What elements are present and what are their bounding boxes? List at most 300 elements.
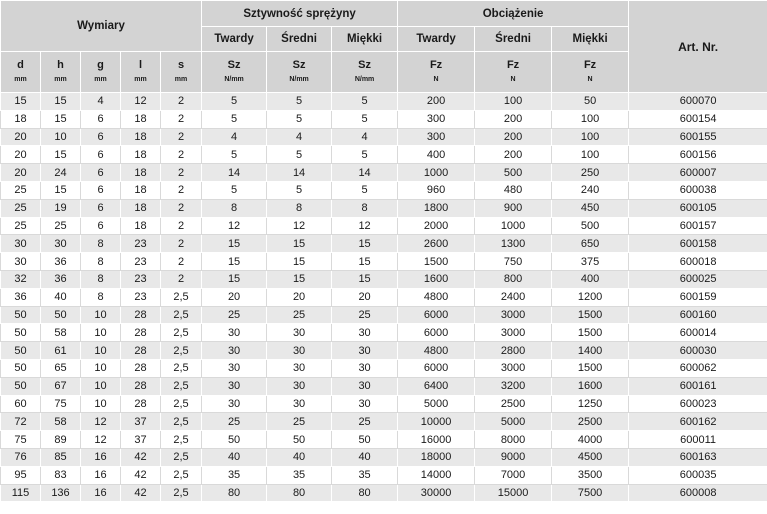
cell-h: 85 — [41, 448, 81, 466]
table-row — [1, 93, 767, 111]
cell-sz-soft: 4 — [332, 128, 398, 146]
cell-fz-hard: 1800 — [398, 199, 475, 217]
cell-fz-medium: 200 — [475, 128, 552, 146]
cell-fz-soft: 1500 — [552, 359, 629, 377]
table-row — [1, 181, 767, 199]
table-row — [1, 324, 767, 342]
cell-l: 18 — [121, 128, 161, 146]
column-symbol: Fz — [583, 58, 597, 71]
column-unit: N/mm — [224, 75, 244, 83]
header-col-g — [81, 52, 121, 93]
cell-s: 2 — [161, 235, 202, 253]
cell-fz-medium: 3000 — [475, 359, 552, 377]
cell-s: 2 — [161, 164, 202, 182]
cell-g: 10 — [81, 359, 121, 377]
header-stiffness-soft: Miękki — [332, 27, 398, 52]
column-symbol: Sz — [358, 58, 371, 71]
cell-fz-soft: 1500 — [552, 306, 629, 324]
cell-g: 10 — [81, 377, 121, 395]
cell-s: 2 — [161, 270, 202, 288]
cell-sz-hard: 4 — [202, 128, 267, 146]
cell-fz-hard: 6000 — [398, 324, 475, 342]
cell-d: 72 — [1, 413, 41, 431]
header-col-d — [1, 52, 41, 93]
cell-h: 15 — [41, 110, 81, 128]
cell-fz-hard: 16000 — [398, 431, 475, 449]
column-unit: mm — [54, 75, 67, 83]
cell-sz-medium: 20 — [267, 288, 332, 306]
cell-d: 50 — [1, 306, 41, 324]
cell-fz-hard: 960 — [398, 181, 475, 199]
cell-fz-hard: 6400 — [398, 377, 475, 395]
cell-d: 50 — [1, 377, 41, 395]
cell-sz-soft: 5 — [332, 181, 398, 199]
cell-d: 50 — [1, 359, 41, 377]
cell-sz-soft: 15 — [332, 270, 398, 288]
column-unit: mm — [94, 75, 107, 83]
cell-h: 15 — [41, 93, 81, 111]
cell-l: 23 — [121, 235, 161, 253]
cell-fz-soft: 7500 — [552, 484, 629, 502]
cell-l: 28 — [121, 359, 161, 377]
cell-h: 61 — [41, 342, 81, 360]
cell-sz-medium: 30 — [267, 377, 332, 395]
cell-h: 40 — [41, 288, 81, 306]
cell-h: 30 — [41, 235, 81, 253]
cell-s: 2,5 — [161, 448, 202, 466]
header-stiffness-hard: Twardy — [202, 27, 267, 52]
cell-d: 15 — [1, 93, 41, 111]
cell-sz-hard: 15 — [202, 253, 267, 271]
cell-d: 25 — [1, 217, 41, 235]
cell-fz-medium: 7000 — [475, 466, 552, 484]
cell-s: 2 — [161, 181, 202, 199]
cell-s: 2,5 — [161, 288, 202, 306]
cell-h: 136 — [41, 484, 81, 502]
cell-g: 6 — [81, 146, 121, 164]
cell-l: 28 — [121, 306, 161, 324]
cell-g: 8 — [81, 235, 121, 253]
cell-fz-soft: 240 — [552, 181, 629, 199]
cell-fz-hard: 6000 — [398, 306, 475, 324]
header-load-soft: Miękki — [552, 27, 629, 52]
cell-l: 28 — [121, 342, 161, 360]
cell-g: 12 — [81, 413, 121, 431]
cell-art-nr: 600030 — [629, 342, 767, 360]
cell-sz-soft: 12 — [332, 217, 398, 235]
cell-sz-hard: 15 — [202, 270, 267, 288]
table-row — [1, 164, 767, 182]
cell-g: 6 — [81, 164, 121, 182]
cell-g: 6 — [81, 181, 121, 199]
cell-l: 23 — [121, 253, 161, 271]
cell-fz-medium: 100 — [475, 93, 552, 111]
cell-l: 42 — [121, 484, 161, 502]
cell-g: 12 — [81, 431, 121, 449]
cell-sz-soft: 35 — [332, 466, 398, 484]
cell-g: 8 — [81, 288, 121, 306]
cell-sz-soft: 25 — [332, 306, 398, 324]
cell-art-nr: 600007 — [629, 164, 767, 182]
cell-sz-hard: 15 — [202, 235, 267, 253]
cell-fz-hard: 2600 — [398, 235, 475, 253]
cell-fz-soft: 650 — [552, 235, 629, 253]
header-art-nr: Art. Nr. — [629, 1, 767, 93]
cell-sz-medium: 40 — [267, 448, 332, 466]
cell-h: 10 — [41, 128, 81, 146]
cell-sz-soft: 5 — [332, 146, 398, 164]
cell-fz-soft: 100 — [552, 110, 629, 128]
cell-d: 60 — [1, 395, 41, 413]
cell-sz-medium: 12 — [267, 217, 332, 235]
cell-sz-medium: 4 — [267, 128, 332, 146]
cell-fz-soft: 4000 — [552, 431, 629, 449]
cell-sz-medium: 5 — [267, 146, 332, 164]
cell-g: 8 — [81, 270, 121, 288]
cell-d: 20 — [1, 146, 41, 164]
cell-g: 10 — [81, 395, 121, 413]
column-unit: mm — [14, 75, 27, 83]
cell-g: 10 — [81, 324, 121, 342]
cell-art-nr: 600161 — [629, 377, 767, 395]
cell-fz-medium: 900 — [475, 199, 552, 217]
cell-s: 2,5 — [161, 413, 202, 431]
cell-fz-soft: 1400 — [552, 342, 629, 360]
cell-fz-soft: 500 — [552, 217, 629, 235]
cell-sz-medium: 30 — [267, 359, 332, 377]
column-symbol: Fz — [506, 58, 520, 71]
column-symbol: s — [177, 58, 185, 71]
cell-fz-medium: 8000 — [475, 431, 552, 449]
cell-h: 25 — [41, 217, 81, 235]
cell-sz-soft: 25 — [332, 413, 398, 431]
cell-fz-medium: 500 — [475, 164, 552, 182]
table-row — [1, 110, 767, 128]
cell-fz-hard: 200 — [398, 93, 475, 111]
cell-h: 50 — [41, 306, 81, 324]
header-col-h — [41, 52, 81, 93]
cell-fz-soft: 1250 — [552, 395, 629, 413]
cell-sz-soft: 30 — [332, 377, 398, 395]
cell-l: 37 — [121, 413, 161, 431]
cell-art-nr: 600156 — [629, 146, 767, 164]
cell-fz-hard: 5000 — [398, 395, 475, 413]
cell-s: 2 — [161, 93, 202, 111]
cell-fz-medium: 5000 — [475, 413, 552, 431]
cell-fz-hard: 300 — [398, 128, 475, 146]
header-stiffness: Sztywność sprężyny — [202, 1, 398, 27]
cell-s: 2 — [161, 217, 202, 235]
cell-h: 19 — [41, 199, 81, 217]
header-dimensions: Wymiary — [1, 1, 202, 52]
table-row — [1, 359, 767, 377]
cell-art-nr: 600062 — [629, 359, 767, 377]
cell-sz-hard: 80 — [202, 484, 267, 502]
cell-s: 2 — [161, 253, 202, 271]
cell-l: 28 — [121, 377, 161, 395]
cell-d: 18 — [1, 110, 41, 128]
cell-sz-hard: 25 — [202, 413, 267, 431]
cell-sz-soft: 5 — [332, 93, 398, 111]
cell-sz-soft: 5 — [332, 110, 398, 128]
cell-g: 6 — [81, 199, 121, 217]
cell-fz-hard: 14000 — [398, 466, 475, 484]
cell-h: 24 — [41, 164, 81, 182]
cell-fz-hard: 10000 — [398, 413, 475, 431]
table-row — [1, 377, 767, 395]
cell-art-nr: 600154 — [629, 110, 767, 128]
cell-h: 75 — [41, 395, 81, 413]
cell-g: 16 — [81, 484, 121, 502]
cell-l: 18 — [121, 217, 161, 235]
cell-fz-hard: 30000 — [398, 484, 475, 502]
cell-sz-soft: 40 — [332, 448, 398, 466]
table-body — [1, 93, 767, 502]
cell-sz-medium: 80 — [267, 484, 332, 502]
cell-h: 15 — [41, 181, 81, 199]
cell-g: 10 — [81, 306, 121, 324]
cell-art-nr: 600159 — [629, 288, 767, 306]
cell-sz-medium: 5 — [267, 110, 332, 128]
cell-l: 18 — [121, 164, 161, 182]
cell-sz-soft: 15 — [332, 235, 398, 253]
cell-s: 2,5 — [161, 484, 202, 502]
cell-art-nr: 600163 — [629, 448, 767, 466]
cell-d: 30 — [1, 235, 41, 253]
table-row — [1, 199, 767, 217]
cell-d: 115 — [1, 484, 41, 502]
cell-sz-soft: 8 — [332, 199, 398, 217]
cell-h: 36 — [41, 270, 81, 288]
cell-d: 36 — [1, 288, 41, 306]
column-unit: N/mm — [354, 75, 375, 83]
column-symbol: g — [97, 58, 104, 71]
header-load: Obciążenie — [398, 1, 629, 27]
cell-fz-medium: 2800 — [475, 342, 552, 360]
cell-sz-medium: 25 — [267, 306, 332, 324]
cell-g: 16 — [81, 466, 121, 484]
header-col-l — [121, 52, 161, 93]
cell-sz-hard: 12 — [202, 217, 267, 235]
cell-d: 25 — [1, 199, 41, 217]
cell-g: 4 — [81, 93, 121, 111]
cell-fz-soft: 1500 — [552, 324, 629, 342]
cell-sz-soft: 30 — [332, 359, 398, 377]
cell-fz-medium: 3000 — [475, 324, 552, 342]
cell-fz-medium: 2500 — [475, 395, 552, 413]
cell-s: 2,5 — [161, 466, 202, 484]
cell-sz-hard: 30 — [202, 359, 267, 377]
column-unit: mm — [134, 75, 147, 83]
cell-art-nr: 600038 — [629, 181, 767, 199]
cell-fz-medium: 2400 — [475, 288, 552, 306]
cell-fz-soft: 400 — [552, 270, 629, 288]
cell-d: 76 — [1, 448, 41, 466]
cell-sz-medium: 15 — [267, 253, 332, 271]
cell-s: 2 — [161, 199, 202, 217]
cell-sz-soft: 50 — [332, 431, 398, 449]
table-row — [1, 448, 767, 466]
cell-sz-soft: 30 — [332, 342, 398, 360]
table-row — [1, 270, 767, 288]
cell-sz-hard: 25 — [202, 306, 267, 324]
cell-d: 20 — [1, 164, 41, 182]
column-symbol: Sz — [227, 58, 241, 71]
cell-s: 2,5 — [161, 431, 202, 449]
cell-s: 2 — [161, 110, 202, 128]
column-unit: N — [587, 75, 593, 83]
cell-sz-soft: 30 — [332, 324, 398, 342]
cell-fz-hard: 1000 — [398, 164, 475, 182]
cell-sz-hard: 20 — [202, 288, 267, 306]
cell-l: 12 — [121, 93, 161, 111]
column-symbol: Fz — [429, 58, 443, 71]
cell-h: 67 — [41, 377, 81, 395]
cell-sz-medium: 15 — [267, 270, 332, 288]
cell-fz-soft: 4500 — [552, 448, 629, 466]
column-unit: N — [510, 75, 516, 83]
cell-fz-medium: 15000 — [475, 484, 552, 502]
cell-h: 65 — [41, 359, 81, 377]
cell-h: 58 — [41, 413, 81, 431]
cell-sz-hard: 5 — [202, 110, 267, 128]
table-row — [1, 484, 767, 502]
table-row — [1, 342, 767, 360]
cell-art-nr: 600070 — [629, 93, 767, 111]
header-load-medium: Średni — [475, 27, 552, 52]
cell-sz-hard: 30 — [202, 377, 267, 395]
table-row — [1, 235, 767, 253]
cell-sz-hard: 30 — [202, 395, 267, 413]
column-symbol: l — [138, 58, 143, 71]
cell-h: 58 — [41, 324, 81, 342]
table-row — [1, 413, 767, 431]
cell-sz-soft: 14 — [332, 164, 398, 182]
cell-art-nr: 600008 — [629, 484, 767, 502]
cell-sz-hard: 30 — [202, 324, 267, 342]
cell-fz-hard: 2000 — [398, 217, 475, 235]
cell-fz-soft: 1200 — [552, 288, 629, 306]
cell-g: 6 — [81, 128, 121, 146]
header-col-fz-medium — [475, 52, 552, 93]
cell-fz-hard: 4800 — [398, 342, 475, 360]
cell-d: 50 — [1, 342, 41, 360]
cell-art-nr: 600155 — [629, 128, 767, 146]
cell-fz-hard: 300 — [398, 110, 475, 128]
cell-g: 8 — [81, 253, 121, 271]
cell-h: 36 — [41, 253, 81, 271]
cell-sz-soft: 30 — [332, 395, 398, 413]
cell-l: 18 — [121, 199, 161, 217]
cell-fz-medium: 200 — [475, 110, 552, 128]
cell-sz-soft: 15 — [332, 253, 398, 271]
cell-l: 18 — [121, 146, 161, 164]
cell-sz-hard: 14 — [202, 164, 267, 182]
cell-g: 10 — [81, 342, 121, 360]
cell-sz-hard: 30 — [202, 342, 267, 360]
cell-art-nr: 600023 — [629, 395, 767, 413]
cell-fz-hard: 4800 — [398, 288, 475, 306]
cell-s: 2,5 — [161, 324, 202, 342]
cell-h: 83 — [41, 466, 81, 484]
cell-s: 2 — [161, 128, 202, 146]
cell-s: 2 — [161, 146, 202, 164]
cell-art-nr: 600025 — [629, 270, 767, 288]
cell-l: 28 — [121, 395, 161, 413]
cell-sz-hard: 40 — [202, 448, 267, 466]
cell-l: 42 — [121, 466, 161, 484]
cell-sz-hard: 35 — [202, 466, 267, 484]
cell-g: 6 — [81, 217, 121, 235]
cell-fz-soft: 50 — [552, 93, 629, 111]
cell-sz-medium: 8 — [267, 199, 332, 217]
cell-sz-medium: 14 — [267, 164, 332, 182]
cell-art-nr: 600035 — [629, 466, 767, 484]
cell-l: 18 — [121, 110, 161, 128]
cell-g: 6 — [81, 110, 121, 128]
header-load-hard: Twardy — [398, 27, 475, 52]
cell-sz-medium: 5 — [267, 93, 332, 111]
column-symbol: Sz — [292, 58, 306, 71]
cell-sz-hard: 5 — [202, 146, 267, 164]
header-col-sz-soft — [332, 52, 398, 93]
cell-l: 42 — [121, 448, 161, 466]
cell-fz-medium: 1000 — [475, 217, 552, 235]
header-col-sz-hard — [202, 52, 267, 93]
cell-s: 2,5 — [161, 395, 202, 413]
table-row — [1, 288, 767, 306]
cell-fz-soft: 1600 — [552, 377, 629, 395]
cell-fz-soft: 450 — [552, 199, 629, 217]
cell-art-nr: 600157 — [629, 217, 767, 235]
header-col-sz-medium — [267, 52, 332, 93]
table-row — [1, 306, 767, 324]
cell-fz-medium: 480 — [475, 181, 552, 199]
cell-art-nr: 600018 — [629, 253, 767, 271]
cell-d: 32 — [1, 270, 41, 288]
cell-fz-medium: 9000 — [475, 448, 552, 466]
cell-s: 2,5 — [161, 306, 202, 324]
cell-sz-medium: 15 — [267, 235, 332, 253]
cell-sz-medium: 30 — [267, 395, 332, 413]
cell-art-nr: 600162 — [629, 413, 767, 431]
table-row — [1, 395, 767, 413]
cell-fz-hard: 400 — [398, 146, 475, 164]
cell-fz-medium: 3200 — [475, 377, 552, 395]
cell-fz-medium: 200 — [475, 146, 552, 164]
cell-sz-hard: 50 — [202, 431, 267, 449]
cell-sz-medium: 5 — [267, 181, 332, 199]
cell-sz-hard: 5 — [202, 181, 267, 199]
cell-g: 16 — [81, 448, 121, 466]
cell-fz-medium: 3000 — [475, 306, 552, 324]
cell-fz-hard: 6000 — [398, 359, 475, 377]
column-symbol: h — [57, 58, 64, 71]
cell-l: 18 — [121, 181, 161, 199]
cell-l: 28 — [121, 324, 161, 342]
cell-s: 2,5 — [161, 342, 202, 360]
cell-d: 30 — [1, 253, 41, 271]
cell-art-nr: 600011 — [629, 431, 767, 449]
cell-l: 23 — [121, 288, 161, 306]
cell-sz-medium: 35 — [267, 466, 332, 484]
cell-l: 23 — [121, 270, 161, 288]
table-row — [1, 431, 767, 449]
table-row — [1, 217, 767, 235]
column-unit: N/mm — [289, 75, 309, 83]
cell-art-nr: 600105 — [629, 199, 767, 217]
cell-sz-soft: 80 — [332, 484, 398, 502]
